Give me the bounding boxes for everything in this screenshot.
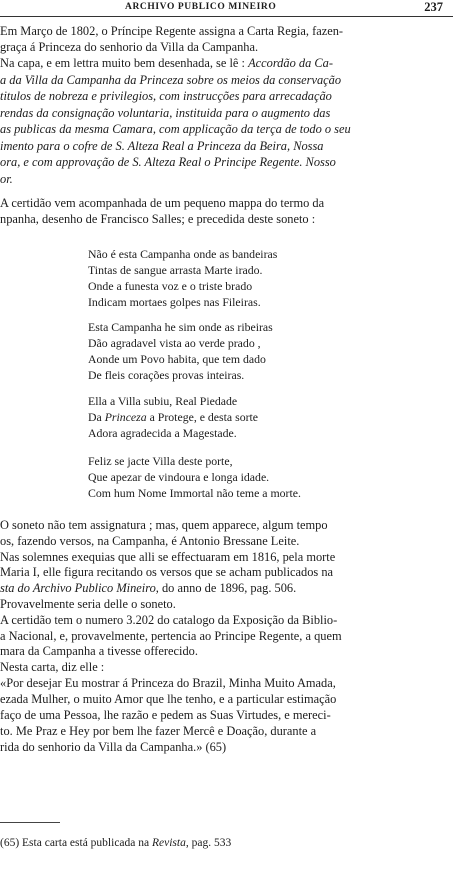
italic-text: ora, e com approvação de S. Alteza Real o Principe Regente. Nosso bbox=[0, 155, 336, 169]
text-run: Ella a Villa subiu, Real Piedade bbox=[88, 394, 238, 408]
text-line bbox=[0, 660, 104, 675]
text-line bbox=[0, 73, 341, 88]
text-line bbox=[88, 247, 277, 262]
italic-text: a da Villa da Campanha da Princeza sobre os meios da conservação bbox=[0, 72, 342, 87]
text-run: a Nacional, e, provavelmente, pertencia ao Principe Regente, a quem bbox=[0, 628, 342, 643]
text-line bbox=[88, 394, 237, 409]
text-line bbox=[0, 106, 330, 121]
text-run: O soneto não tem assignatura ; mas, quem apparece, algum tempo bbox=[0, 518, 328, 532]
text-line: faço de uma Pessoa, lhe razão e pedem as Suas Virtudes, e mereci- bbox=[0, 708, 331, 722]
text-run: Da bbox=[88, 410, 105, 424]
page-number: 237 bbox=[424, 0, 443, 14]
text-line bbox=[88, 410, 258, 425]
text-line bbox=[88, 486, 301, 501]
text-line bbox=[88, 368, 244, 383]
text-run: os, fazendo versos, na Campanha, é Antonio Bressane Leite. bbox=[0, 533, 300, 548]
text-line bbox=[88, 470, 269, 485]
page-header bbox=[0, 0, 453, 16]
text-line bbox=[0, 139, 324, 154]
running-title: ARCHIVO PUBLICO MINEIRO bbox=[125, 2, 277, 12]
text-line bbox=[0, 613, 337, 628]
text-line: graça á Princeza do senhorio da Villa da Campanha. bbox=[0, 40, 259, 54]
text-line bbox=[88, 279, 252, 294]
italic-text: Princeza bbox=[104, 410, 147, 424]
italic-text: as publicas da mesma Camara, com applicação da terça de todo o seu bbox=[0, 122, 351, 136]
text-line bbox=[0, 56, 333, 71]
text-line: npanha, desenho de Francisco Salles; e precedida deste soneto : bbox=[0, 212, 316, 226]
text-run: A certidão tem o numero 3.202 do catalogo da Exposição da Biblio- bbox=[0, 612, 338, 627]
text-run: Indicam mortaes golpes nas Fileiras. bbox=[88, 295, 261, 309]
text-run: , pag. 533 bbox=[185, 837, 232, 849]
text-line: Em Março de 1802, o Príncipe Regente assigna a Carta Regia, fazen- bbox=[0, 24, 344, 38]
text-line bbox=[0, 581, 296, 596]
text-run: (65) Esta carta está publicada na bbox=[0, 837, 152, 849]
italic-text: Revista bbox=[151, 837, 186, 849]
text-line bbox=[0, 155, 336, 170]
text-run: Adora agradecida a Magestade. bbox=[88, 426, 237, 440]
italic-text: rendas da consignação voluntaria, instituida para o augmento das bbox=[0, 105, 331, 120]
text-line: A certidão vem acompanhada de um pequeno mappa do termo da bbox=[0, 196, 325, 210]
text-line: to. Me Praz e Hey por bem lhe fazer Mercê e Doação, durante a bbox=[0, 724, 317, 738]
text-line bbox=[0, 518, 328, 533]
text-run: a Protege, e desta sorte bbox=[146, 410, 259, 424]
text-run: Com hum Nome Immortal não teme a morte. bbox=[88, 486, 301, 500]
italic-text: or. bbox=[0, 171, 13, 186]
text-line: rida do senhorio da Villa da Campanha.» (65) bbox=[0, 740, 227, 754]
text-line bbox=[88, 352, 266, 367]
text-run: Não é esta Campanha onde as bandeiras bbox=[88, 247, 278, 261]
text-line bbox=[88, 336, 261, 351]
text-line bbox=[0, 534, 299, 549]
text-line bbox=[0, 122, 351, 137]
text-line bbox=[0, 644, 198, 659]
text-run: Nesta carta, diz elle : bbox=[0, 660, 105, 675]
text-line bbox=[0, 172, 13, 187]
text-run: De fleis corações provas inteiras. bbox=[88, 368, 245, 382]
text-run: Tintas de sangue arrasta Marte irado. bbox=[88, 263, 263, 277]
italic-text: imento para o cofre de S. Alteza Real a Princeza da Beira, Nossa bbox=[0, 138, 324, 153]
text-run: Maria I, elle figura recitando os versos que se acham publicados na bbox=[0, 565, 334, 580]
text-line bbox=[0, 629, 342, 644]
text-line bbox=[0, 550, 335, 565]
text-run: Que apezar de vindoura e longa idade. bbox=[88, 470, 270, 484]
text-line bbox=[88, 263, 263, 278]
footnote-rule bbox=[0, 822, 60, 823]
italic-text: titulos de nobreza e privilegios, com instrucções para arrecadação bbox=[0, 89, 332, 103]
text-line bbox=[88, 320, 273, 335]
text-run: Esta Campanha he sim onde as ribeiras bbox=[88, 320, 273, 334]
text-line: «Por desejar Eu mostrar á Princeza do Brazil, Minha Muito Amada, bbox=[0, 676, 336, 690]
italic-text: sta do Archivo Publico Mineiro, bbox=[0, 581, 159, 596]
text-run: Nas solemnes exequias que alli se effectuaram em 1816, pela morte bbox=[0, 549, 336, 564]
text-run: mara da Campanha a tivesse offerecido. bbox=[0, 644, 198, 659]
text-run: Aonde um Povo habita, que tem dado bbox=[88, 352, 266, 366]
footnote bbox=[0, 837, 231, 849]
text-run: Na capa, e em lettra muito bem desenhada, se lê : bbox=[0, 56, 249, 70]
text-line bbox=[88, 426, 237, 441]
text-run: Dão agradavel vista ao verde prado , bbox=[88, 336, 261, 350]
text-line bbox=[0, 89, 332, 104]
text-line bbox=[0, 565, 333, 580]
text-run: do anno de 1896, pag. 506. bbox=[158, 581, 297, 596]
text-line: ezada Mulher, o muito Amor que lhe tenho, e a particular estimação bbox=[0, 692, 337, 706]
header-rule bbox=[0, 16, 453, 17]
text-line bbox=[88, 295, 261, 310]
italic-text: Accordão da Ca- bbox=[248, 56, 333, 70]
text-run: Feliz se jacte Villa deste porte, bbox=[88, 454, 233, 468]
text-line bbox=[88, 454, 233, 469]
text-run: Provavelmente seria delle o soneto. bbox=[0, 597, 176, 611]
text-run: Onde a funesta voz e o triste brado bbox=[88, 279, 253, 293]
text-line bbox=[0, 597, 176, 612]
